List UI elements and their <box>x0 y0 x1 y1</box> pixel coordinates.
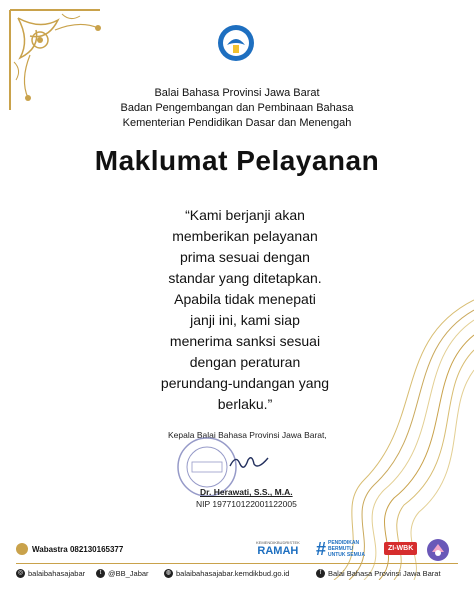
social-label: balaibahasajabar <box>28 569 86 578</box>
quote-line: dengan peraturan <box>189 354 301 370</box>
quote-line: Apabila tidak menepati <box>174 291 316 307</box>
quote-line: berlaku.” <box>217 396 273 412</box>
ramah-text: RAMAH <box>257 545 299 557</box>
quote-line: perundang-undangan yang <box>160 375 330 391</box>
wabastra <box>16 543 123 555</box>
signer-position: Kepala Balai Bahasa Provinsi Jawa Barat, <box>168 430 327 440</box>
social-item[interactable] <box>16 569 85 578</box>
quote-line: janji ini, kami siap <box>190 312 300 328</box>
tut-wuri-handayani-logo <box>207 23 265 63</box>
quote-line: prima sesuai dengan <box>180 249 310 265</box>
globe-icon: ◍ <box>165 570 172 576</box>
social-item[interactable] <box>164 569 289 578</box>
ramah-badge <box>256 540 300 557</box>
mascot-icon <box>426 538 450 562</box>
quote-line: memberikan pelayanan <box>172 228 318 244</box>
twitter-icon: t <box>96 569 105 578</box>
social-item[interactable] <box>316 569 441 578</box>
social-label: @BB_Jabar <box>108 569 149 578</box>
footer-divider <box>16 563 458 564</box>
whatsapp-icon <box>16 543 28 555</box>
pendidikan-line-1: PENDIDIKAN <box>328 540 360 546</box>
signer-name: Dr. Herawati, S.S., M.A. <box>200 487 293 497</box>
quote-line: standar yang ditetapkan. <box>168 270 322 286</box>
page-title: Maklumat Pelayanan <box>94 145 380 176</box>
wabastra-label: Wabastra 082130165377 <box>32 544 124 554</box>
facebook-youtube-icon: f <box>316 569 325 578</box>
footer-social <box>16 566 458 584</box>
ramah-small-text: KEMENDIKBUDRISTEK <box>256 540 300 545</box>
header-line-2: Badan Pengembangan dan Pembinaan Bahasa <box>120 102 354 114</box>
pendidikan-line-2: BERMUTU <box>328 546 354 552</box>
signer-nip: NIP 197710122001122005 <box>196 499 297 509</box>
instagram-icon: ◎ <box>17 570 24 576</box>
social-item[interactable] <box>96 569 149 578</box>
signature <box>228 452 270 472</box>
social-label: Balai Bahasa Provinsi Jawa Barat <box>328 569 441 578</box>
header-line-3: Kementerian Pendidikan Dasar dan Menengah <box>122 117 352 129</box>
zi-wbk-badge: ZI-WBK <box>384 542 417 555</box>
social-label: balaibahasajabar.kemdikbud.go.id <box>176 569 290 578</box>
quote-line: menerima sanksi sesuai <box>169 333 321 349</box>
pendidikan-line-3: UNTUK SEMUA <box>328 552 365 558</box>
pendidikan-badge <box>316 540 365 558</box>
header-line-1: Balai Bahasa Provinsi Jawa Barat <box>154 87 320 99</box>
footer-badges <box>16 540 458 560</box>
quote-line: “Kami berjanji akan <box>185 207 305 223</box>
hashtag-icon: # <box>316 539 327 559</box>
